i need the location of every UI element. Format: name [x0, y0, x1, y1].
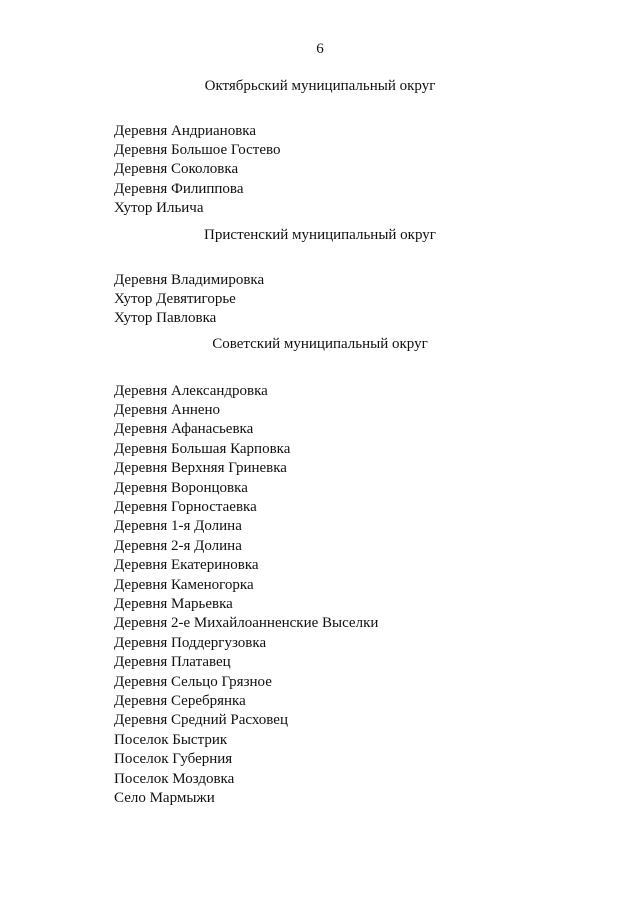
settlement-item: Деревня Большое Гостево: [114, 141, 281, 158]
settlement-item: Деревня Афанасьевка: [114, 421, 254, 438]
settlement-item: Деревня Аннено: [114, 401, 221, 418]
settlement-item: Деревня Марьевка: [114, 595, 233, 612]
settlement-item: Хутор Павловка: [114, 310, 217, 327]
settlement-item: Деревня Андриановка: [114, 122, 256, 139]
settlement-list: [0, 382, 640, 809]
settlement-item: Деревня Верхняя Гриневка: [114, 460, 287, 477]
settlement-item: Хутор Девятигорье: [114, 290, 236, 307]
settlement-item: Поселок Губерния: [114, 751, 233, 768]
section-pristensky: [0, 226, 640, 329]
settlement-item: Деревня Платавец: [114, 654, 231, 671]
settlement-item: Деревня 1-я Долина: [114, 518, 242, 535]
settlement-item: Деревня Владимировка: [114, 271, 265, 288]
settlement-list: [0, 271, 640, 329]
settlement-item: Деревня Воронцовка: [114, 479, 248, 496]
settlement-item: Деревня Сельцо Грязное: [114, 673, 272, 690]
section-sovetsky: [0, 335, 640, 808]
settlement-list: [0, 122, 640, 219]
settlement-item: Поселок Быстрик: [114, 731, 228, 748]
settlement-item: Деревня Каменогорка: [114, 576, 254, 593]
settlement-item: Деревня 2-я Долина: [114, 537, 242, 554]
settlement-item: Деревня Серебрянка: [114, 693, 246, 709]
settlement-item: Деревня Александровка: [114, 382, 268, 399]
settlement-item: Деревня Филиппова: [114, 180, 244, 197]
settlement-item: Деревня Горностаевка: [114, 498, 257, 515]
settlement-item: Хутор Ильича: [114, 200, 204, 217]
settlement-item: Поселок Моздовка: [114, 770, 235, 787]
section-title: Октябрьский муниципальный округ: [204, 78, 436, 94]
settlement-item: Село Мармыжи: [114, 790, 215, 807]
settlement-item: Деревня Средний Расховец: [114, 712, 288, 729]
settlement-item: Деревня Екатериновка: [114, 557, 259, 574]
settlement-item: Деревня 2-е Михайлоанненские Выселки: [114, 615, 379, 632]
section-oktyabrsky: [0, 77, 640, 219]
page-number: 6: [316, 41, 324, 57]
settlement-item: Деревня Соколовка: [114, 161, 239, 178]
settlement-item: Деревня Большая Карповка: [114, 440, 291, 457]
section-title: Пристенский муниципальный округ: [204, 227, 436, 243]
settlement-item: Деревня Поддергузовка: [114, 634, 267, 651]
section-title: Советский муниципальный округ: [212, 336, 428, 352]
